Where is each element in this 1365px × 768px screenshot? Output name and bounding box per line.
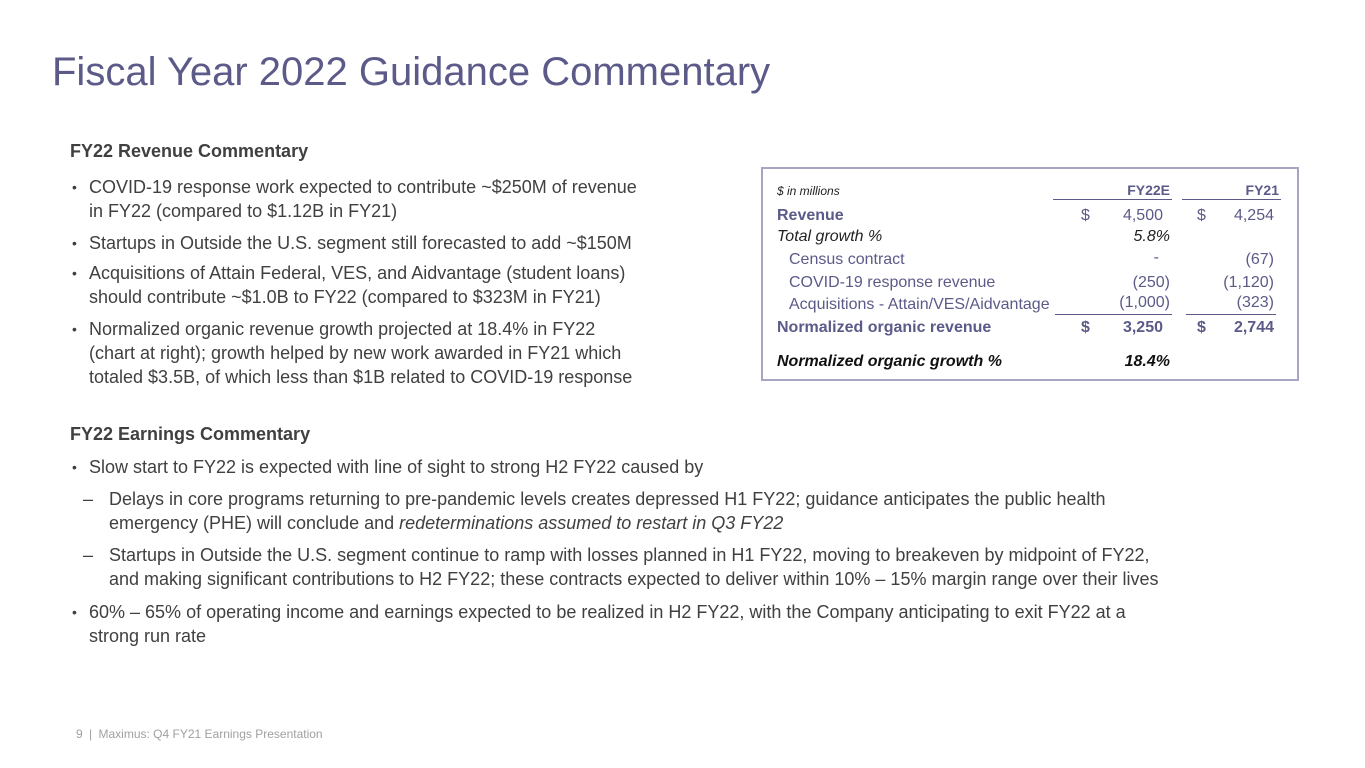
row-normalized-growth-label: Normalized organic growth % (777, 353, 1002, 370)
revenue-bridge-table (761, 167, 1299, 381)
acquisitions-fy22e: (1,000) (1119, 294, 1170, 311)
subtotal-line (1186, 314, 1276, 315)
earnings-subbullet-1: – Delays in core programs returning to pre-pandemic levels creates depressed H1 FY22; guidance anticipates the public health emergency (PHE) will conclude and redeterminations assumed to restart in Q3 FY22 (83, 489, 1106, 533)
revenue-bullet-2: • Startups in Outside the U.S. segment still forecasted to add ~$150M (72, 233, 632, 253)
row-covid-label: COVID-19 response revenue (789, 274, 996, 291)
units-label: $ in millions (777, 184, 840, 198)
footer (76, 727, 323, 741)
revenue-heading: FY22 Revenue Commentary (70, 141, 309, 161)
page-number: 9 (76, 727, 83, 741)
currency-symbol: $ (1081, 319, 1090, 336)
covid-fy22e: (250) (1132, 274, 1170, 291)
page-title: Fiscal Year 2022 Guidance Commentary (52, 50, 771, 94)
earnings-subbullet-2: – Startups in Outside the U.S. segment continue to ramp with losses planned in H1 FY22, moving to breakeven by midpoint of FY22, and making significant contributions to H2 FY22; these contracts expected to deliver within 10% – 15% margin range over their lives (83, 545, 1159, 589)
subtotal-line (1055, 314, 1172, 315)
covid-fy21: (1,120) (1223, 274, 1274, 291)
header-underline (1182, 199, 1281, 200)
row-normalized-revenue-label: Normalized organic revenue (777, 319, 992, 336)
col-header-fy21: FY21 (1245, 182, 1279, 198)
footer-separator: | (89, 727, 93, 741)
census-fy22e: - (1153, 249, 1159, 266)
row-census-label: Census contract (789, 251, 905, 268)
earnings-bullet-1: • Slow start to FY22 is expected with line of sight to strong H2 FY22 caused by (72, 457, 704, 477)
row-acquisitions-label: Acquisitions - Attain/VES/Aidvantage (789, 296, 1050, 313)
footer-text: Maximus: Q4 FY21 Earnings Presentation (98, 727, 323, 741)
normalized-revenue-fy21: 2,744 (1233, 319, 1274, 336)
revenue-fy22e: 4,500 (1122, 207, 1163, 224)
revenue-bullet-4: • Normalized organic revenue growth projected at 18.4% in FY22 (chart at right); growth helped by new work awarded in FY21 which totaled $3.5B, of which less than $1B related to COVID-19 response (72, 319, 633, 387)
normalized-growth-fy22e: 18.4% (1124, 353, 1170, 370)
earnings-bullet-2: • 60% – 65% of operating income and earnings expected to be realized in H2 FY22, with the Company anticipating to exit FY22 at a strong run rate (72, 602, 1126, 646)
row-revenue-label: Revenue (777, 207, 844, 224)
currency-symbol: $ (1197, 207, 1206, 224)
total-growth-fy22e: 5.8% (1133, 228, 1170, 245)
currency-symbol: $ (1081, 207, 1090, 224)
acquisitions-fy21: (323) (1236, 294, 1274, 311)
currency-symbol: $ (1197, 319, 1206, 336)
census-fy21: (67) (1245, 251, 1274, 268)
col-header-fy22e: FY22E (1127, 182, 1170, 198)
earnings-heading: FY22 Earnings Commentary (70, 424, 311, 444)
normalized-revenue-fy22e: 3,250 (1122, 319, 1163, 336)
revenue-bullet-1: • COVID-19 response work expected to contribute ~$250M of revenue in FY22 (compared to $1.12B in FY21) (72, 177, 637, 221)
header-underline (1053, 199, 1172, 200)
row-total-growth-label: Total growth % (777, 228, 883, 245)
revenue-fy21: 4,254 (1233, 207, 1274, 224)
revenue-bullet-3: • Acquisitions of Attain Federal, VES, and Aidvantage (student loans) should contribute ~$1.0B to FY22 (compared to $323M in FY21) (72, 263, 626, 307)
